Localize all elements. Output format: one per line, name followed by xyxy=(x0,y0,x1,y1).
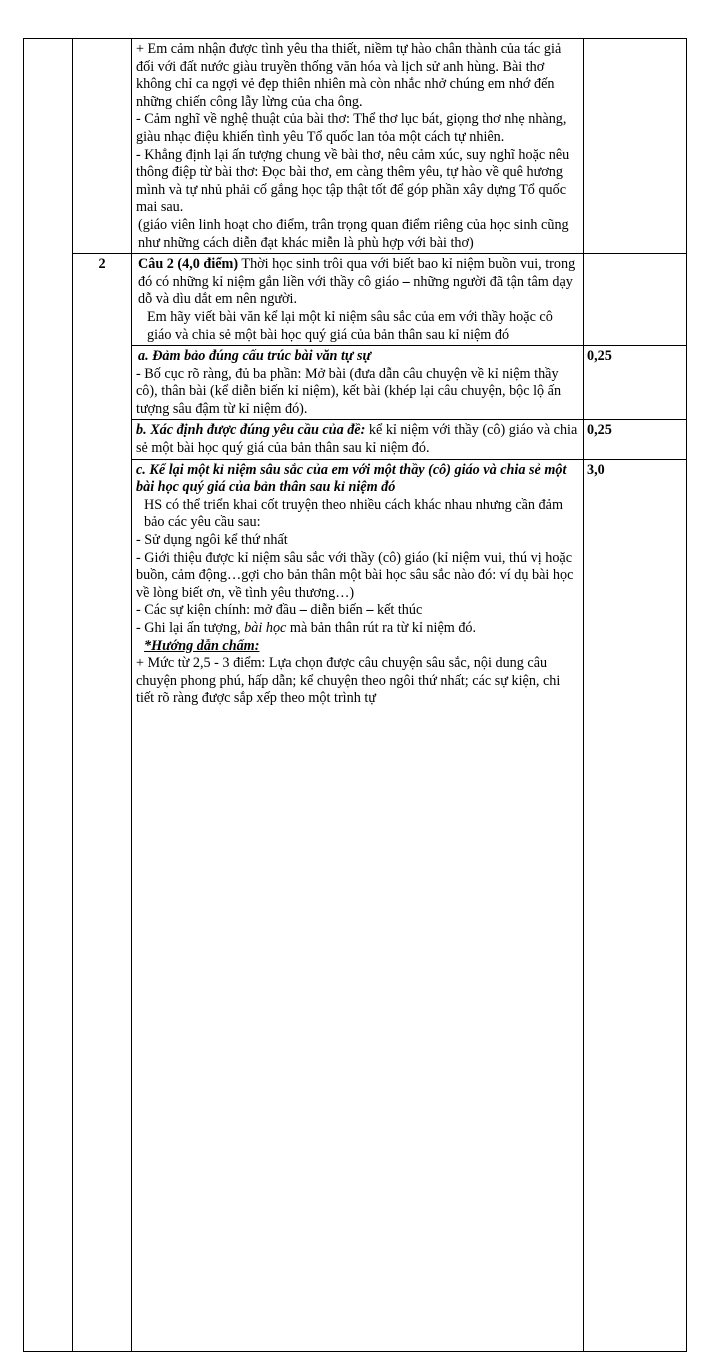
score-cell xyxy=(584,254,687,346)
question-dash: – xyxy=(402,273,410,290)
list-item-emphasis: bài học xyxy=(244,620,287,636)
criterion-text: kể kỉ niệm với thầy (cô) giáo và chia sẻ một bài học quý giá của bản thân sau kỉ niệm đó. xyxy=(136,422,578,457)
criterion-heading: c. Kể lại một kỉ niệm sâu sắc của em với một thầy (cô) giáo và chia sẻ một bài học quý giá của bản thân sau kỉ niệm đó xyxy=(136,461,567,496)
question-text-part: những người đã tận tâm dạy dỗ và dìu dắt em nên người. xyxy=(138,273,573,308)
criterion-intro: HS có thể triển khai cốt truyện theo nhiều cách khác nhau nhưng cần đảm bảo các yêu cầu sau: xyxy=(144,496,563,531)
criterion-b-cell xyxy=(132,420,584,459)
question-text xyxy=(136,256,579,309)
list-item-part: - Các sự kiện chính: mở đầu xyxy=(136,602,300,619)
number-cell xyxy=(73,39,132,254)
criterion-a-cell xyxy=(132,346,584,420)
list-item xyxy=(136,620,579,638)
score-value: 3,0 xyxy=(584,459,687,1351)
paragraph: (giáo viên linh hoạt cho điểm, trân trọng quan điểm riêng của học sinh cũng như những cách diễn đạt khác miễn là phù hợp với bài thơ) xyxy=(138,216,569,251)
list-item: - Sử dụng ngôi kể thứ nhất xyxy=(136,532,288,549)
criterion-c-cell xyxy=(132,459,584,1351)
score-value: 0,25 xyxy=(584,346,687,420)
table-row xyxy=(24,39,687,254)
question-label: Câu 2 (4,0 điểm) xyxy=(138,256,239,273)
grading-table xyxy=(23,38,687,1352)
question-text-part: Thời học sinh trôi qua với biết bao kỉ niệm buồn vui, trong đó có những kỉ niệm gắn liền với thầy cô giáo xyxy=(138,256,576,290)
list-item-dash: – xyxy=(366,602,374,619)
question-prompt: Em hãy viết bài văn kể lại một kỉ niệm sâu sắc của em với thầy hoặc cô giáo và chia sẻ một bài học quý giá của bản thân sau kỉ niệm đó xyxy=(147,308,553,343)
content-cell xyxy=(132,39,584,254)
list-item-dash: – xyxy=(299,602,307,619)
list-item-part: kết thúc xyxy=(373,602,423,619)
paragraph: + Em cảm nhận được tình yêu tha thiết, niềm tự hào chân thành của tác giả đối với đất nước giàu truyền thống văn hóa và lịch sử anh hùng. Bài thơ không chỉ ca ngợi vẻ đẹp thiên nhiên mà còn nhắc nhở chúng em nhớ đến những chiến công lẫy lừng của cha ông. xyxy=(136,41,562,110)
criterion-heading: b. Xác định được đúng yêu cầu của đề: xyxy=(136,422,366,439)
list-item-part: diễn biến xyxy=(306,602,367,619)
table-row xyxy=(24,254,687,346)
list-item xyxy=(136,602,579,620)
list-item: - Giới thiệu được kỉ niệm sâu sắc với thầy (cô) giáo (kỉ niệm vui, thú vị hoặc buồn, cảm động…gợi cho bản thân một bài học sâu sắc nào đó: ví dụ bài học về lòng biết ơn, về tình yêu thương…) xyxy=(136,549,574,601)
list-item-part: - Ghi lại ấn tượng, xyxy=(136,620,245,636)
list-item-part: mà bản thân rút ra từ kỉ niệm đó. xyxy=(286,620,477,636)
guide-item: + Mức từ 2,5 - 3 điểm: Lựa chọn được câu chuyện sâu sắc, nội dung câu chuyện phong phú, hấp dẫn; kể chuyện theo ngôi thứ nhất; các sự kiện, chi tiết rõ ràng được sắp xếp theo một trình tự xyxy=(136,655,561,707)
score-value: 0,25 xyxy=(584,420,687,459)
first-column-cell xyxy=(24,39,73,1352)
criterion-heading: a. Đảm bảo đúng cấu trúc bài văn tự sự xyxy=(138,348,371,365)
guide-heading: *Hướng dẫn chấm: xyxy=(144,637,260,654)
question-cell xyxy=(132,254,584,346)
criterion-text: - Bố cục rõ ràng, đủ ba phần: Mở bài (đưa dẫn câu chuyện về kỉ niệm thầy cô), thân bài (kể diễn biến kỉ niệm), kết bài (khép lại câu chuyện, bộc lộ ấn tượng sâu đậm từ kỉ niệm đó). xyxy=(136,365,562,417)
paragraph: - Khẳng định lại ấn tượng chung về bài thơ, nêu cảm xúc, suy nghĩ hoặc nêu thông điệp từ bài thơ: Đọc bài thơ, em càng thêm yêu, tự hào về quê hương mình và tự nhủ phải cố gắng học tập thật tốt để góp phần xây dựng Tổ quốc mai sau. xyxy=(136,146,570,216)
question-number: 2 xyxy=(73,254,132,1352)
paragraph: - Cảm nghĩ về nghệ thuật của bài thơ: Thể thơ lục bát, giọng thơ nhẹ nhàng, giàu nhạc điệu khiến tình yêu Tổ quốc lan tỏa một cách tự nhiên. xyxy=(136,111,567,145)
score-cell xyxy=(584,39,687,254)
